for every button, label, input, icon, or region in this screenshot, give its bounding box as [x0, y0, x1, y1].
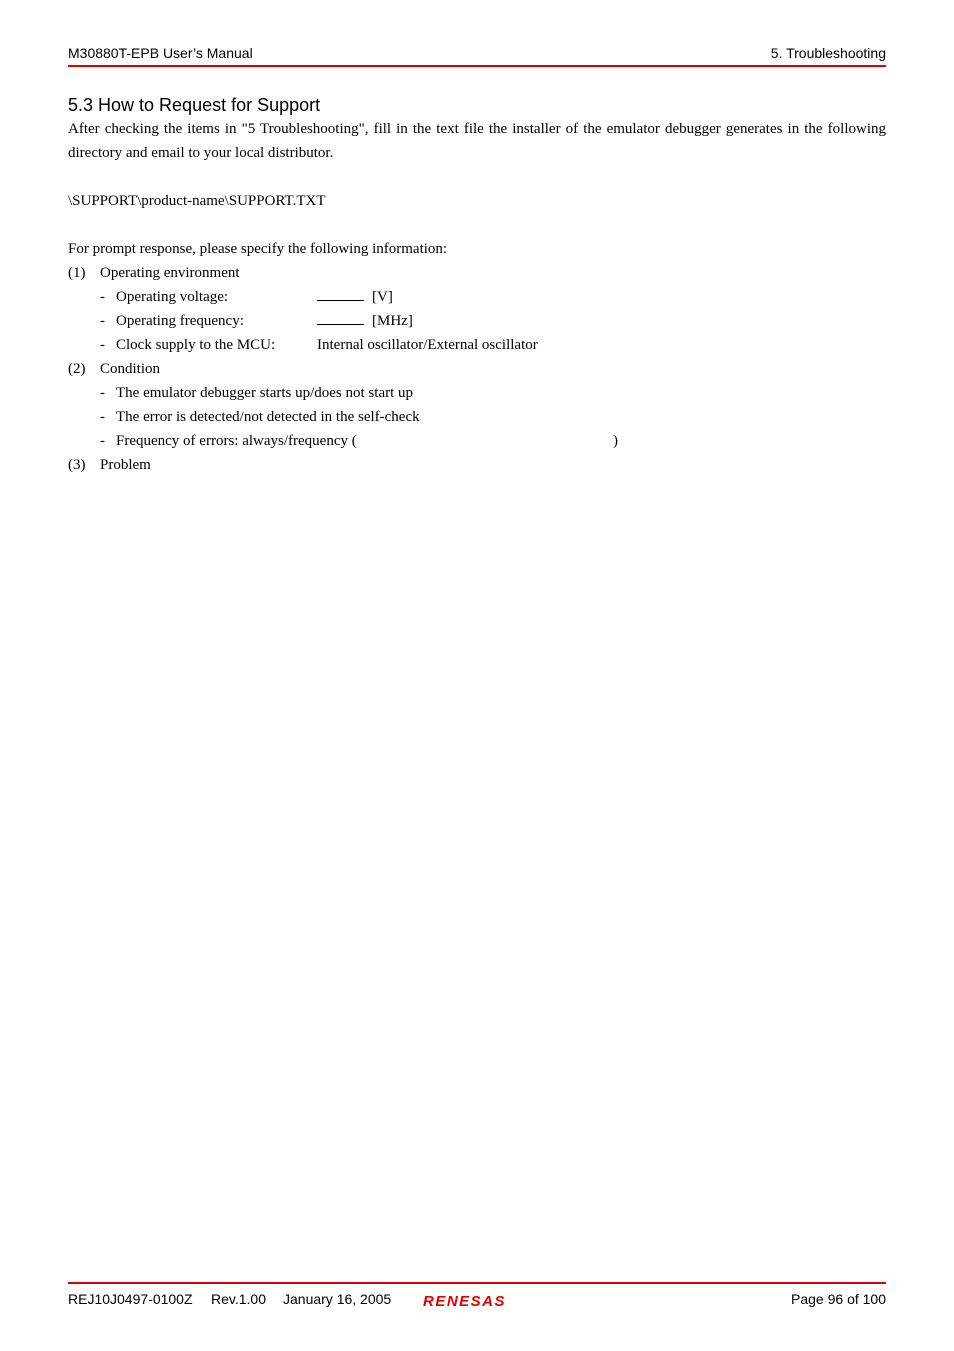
- svg-text:RENESAS: RENESAS: [423, 1293, 507, 1310]
- startup-condition: The emulator debugger starts up/does not start up: [116, 385, 414, 401]
- item-label: Operating environment: [100, 265, 240, 281]
- sub-item-dash: -: [100, 313, 105, 329]
- operating-voltage-field: [317, 285, 393, 309]
- footer-rule: [68, 1282, 886, 1284]
- voltage-unit: [V]: [372, 289, 393, 305]
- error-frequency-label: Frequency of errors: always/frequency (: [116, 433, 357, 449]
- error-frequency-close: ): [613, 433, 618, 449]
- renesas-logo: [421, 1290, 535, 1310]
- clock-supply-value: Internal oscillator/External oscillator: [317, 337, 538, 353]
- item-number: (2): [68, 361, 86, 377]
- footer-doc-number: REJ10J0497-0100Z: [68, 1291, 193, 1307]
- operating-frequency-field: [317, 309, 413, 333]
- header-rule: [68, 65, 886, 67]
- operating-frequency-label: Operating frequency:: [116, 313, 244, 329]
- footer-revision: Rev.1.00: [211, 1291, 266, 1307]
- item-label: Problem: [100, 457, 151, 473]
- item-number: (1): [68, 265, 86, 281]
- frequency-blank: [317, 309, 364, 325]
- section-title: 5.3 How to Request for Support: [68, 95, 321, 115]
- frequency-unit: [MHz]: [372, 313, 413, 329]
- footer-page-number: Page 96 of 100: [791, 1291, 886, 1307]
- item-label: Condition: [100, 361, 161, 377]
- sub-item-dash: -: [100, 289, 105, 305]
- header-manual-title: M30880T-EPB User’s Manual: [68, 45, 253, 61]
- sub-item-dash: -: [100, 337, 105, 353]
- footer-date: January 16, 2005: [283, 1291, 392, 1307]
- intro-paragraph: After checking the items in "5 Troubleshooting", fill in the text file the installer of the emulator debugger generates in the following directory and email to your local distributor.: [68, 121, 886, 161]
- header-chapter: 5. Troubleshooting: [770, 45, 886, 61]
- item-number: (3): [68, 457, 86, 473]
- sub-item-dash: -: [100, 409, 105, 425]
- sub-item-dash: -: [100, 433, 105, 449]
- self-check-condition: The error is detected/not detected in the self-check: [116, 409, 420, 425]
- voltage-blank: [317, 285, 364, 301]
- support-file-path: \SUPPORT\product-name\SUPPORT.TXT: [68, 193, 326, 209]
- prompt-text: For prompt response, please specify the following information:: [68, 241, 448, 257]
- operating-voltage-label: Operating voltage:: [116, 289, 229, 305]
- sub-item-dash: -: [100, 385, 105, 401]
- clock-supply-label: Clock supply to the MCU:: [116, 337, 276, 353]
